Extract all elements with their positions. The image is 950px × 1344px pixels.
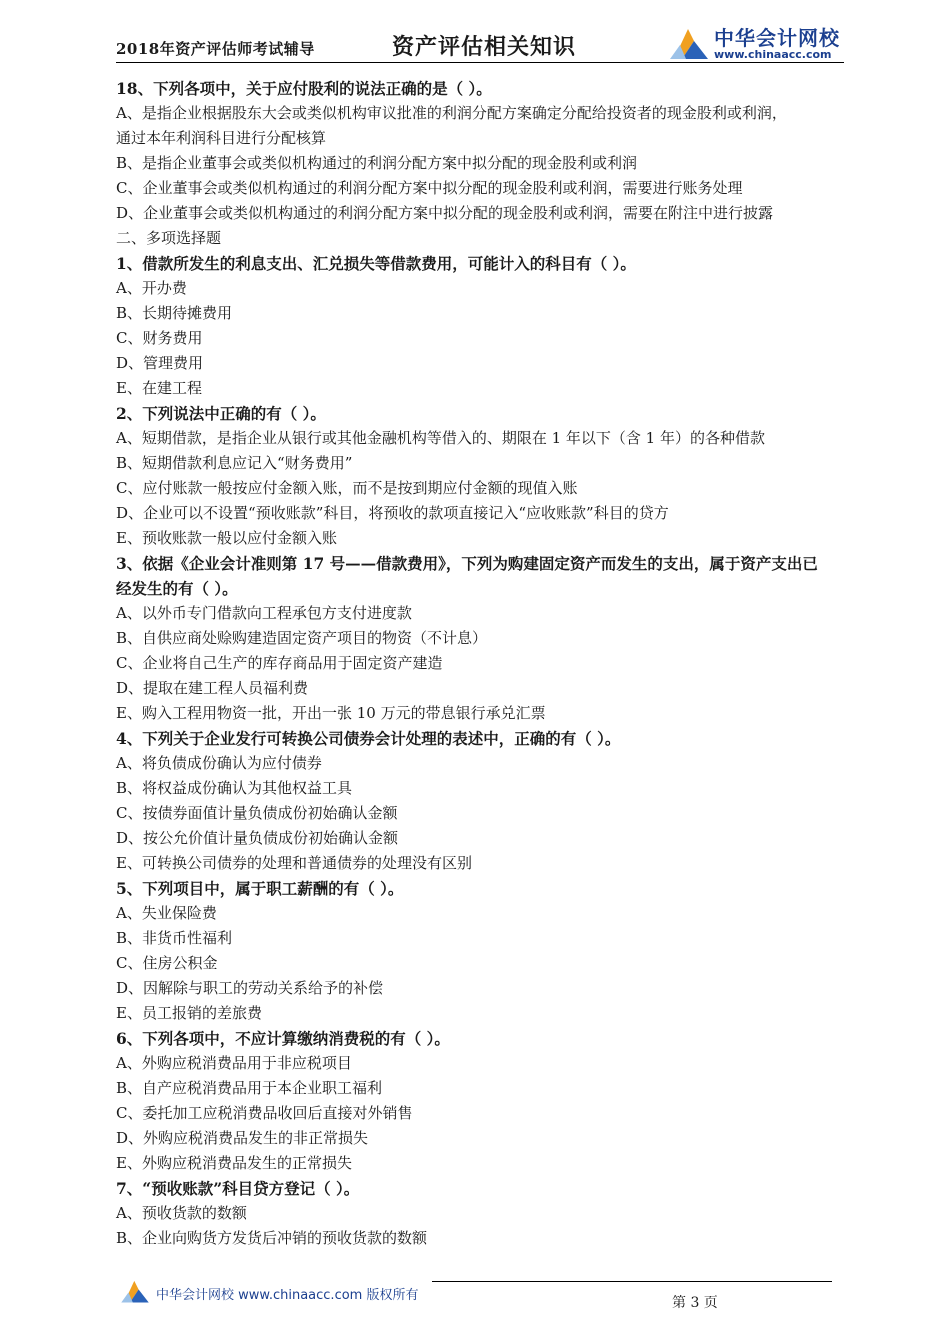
text-line: A、外购应税消费品用于非应税项目 xyxy=(116,1054,352,1072)
page-header xyxy=(116,22,844,62)
question-content xyxy=(116,76,851,1251)
footer-logo-icon xyxy=(118,1278,152,1304)
text-line: D、管理费用 xyxy=(116,354,204,372)
header-title: 资产评估相关知识 xyxy=(392,34,577,60)
footer-copyright: 中华会计网校 www.chinaacc.com 版权所有 xyxy=(156,1288,419,1303)
text-line: E、预收账款一般以应付金额入账 xyxy=(116,529,337,547)
text-line: B、自产应税消费品用于本企业职工福利 xyxy=(116,1079,383,1097)
text-line: E、外购应税消费品发生的正常损失 xyxy=(116,1154,352,1172)
question-line: 6、下列各项中，不应计算缴纳消费税的有（ ）。 xyxy=(116,1029,450,1048)
text-line: B、自供应商处赊购建造固定资产项目的物资（不计息） xyxy=(116,629,488,647)
text-line: D、因解除与职工的劳动关系给予的补偿 xyxy=(116,979,384,997)
text-line: A、短期借款，是指企业从银行或其他金融机构等借入的、期限在 1 年以下（含 1 年）的各种借款 xyxy=(116,429,765,447)
text-line: E、可转换公司债券的处理和普通债券的处理没有区别 xyxy=(116,854,472,872)
text-line: E、员工报销的差旅费 xyxy=(116,1004,262,1022)
logo-name: 中华会计网校 xyxy=(714,26,840,50)
text-line: 通过本年利润科目进行分配核算 xyxy=(116,129,327,147)
logo-icon xyxy=(668,25,710,61)
text-line: A、将负债成份确认为应付债券 xyxy=(116,754,322,772)
text-line: B、短期借款利息应记入“财务费用” xyxy=(116,454,353,472)
text-line: D、按公允价值计量负债成份初始确认金额 xyxy=(116,829,399,847)
question-line: 2、下列说法中正确的有（ ）。 xyxy=(116,404,326,423)
header-course-label: 2018年资产评估师考试辅导 xyxy=(116,40,315,58)
text-line: C、企业董事会或类似机构通过的利润分配方案中拟分配的现金股利或利润，需要进行账务处理 xyxy=(116,179,743,197)
question-line: 经发生的有（ ）。 xyxy=(116,579,238,598)
question-line: 3、依据《企业会计准则第 17 号——借款费用》，下列为购建固定资产而发生的支出，属于资产支出已 xyxy=(116,554,818,573)
text-line: C、应付账款一般按应付金额入账，而不是按到期应付金额的现值入账 xyxy=(116,479,578,497)
text-line: B、长期待摊费用 xyxy=(116,304,233,322)
text-line: D、外购应税消费品发生的非正常损失 xyxy=(116,1129,369,1147)
question-line: 1、借款所发生的利息支出、汇兑损失等借款费用，可能计入的科目有（ ）。 xyxy=(116,254,636,273)
text-line: D、企业董事会或类似机构通过的利润分配方案中拟分配的现金股利或利润，需要在附注中进行披露 xyxy=(116,204,774,222)
text-line: A、失业保险费 xyxy=(116,904,217,922)
logo xyxy=(668,22,844,64)
text-line: C、住房公积金 xyxy=(116,954,218,972)
text-line: B、企业向购货方发货后冲销的预收货款的数额 xyxy=(116,1229,428,1247)
text-line: A、以外币专门借款向工程承包方支付进度款 xyxy=(116,604,412,622)
question-line: 5、下列项目中，属于职工薪酬的有（ ）。 xyxy=(116,879,404,898)
page-number: 第 3 页 xyxy=(672,1295,718,1311)
question-line: 7、“预收账款”科目贷方登记（ ）。 xyxy=(116,1179,360,1198)
text-line: A、预收货款的数额 xyxy=(116,1204,247,1222)
question-line: 4、下列关于企业发行可转换公司债券会计处理的表述中，正确的有（ ）。 xyxy=(116,729,621,748)
text-line: C、委托加工应税消费品收回后直接对外销售 xyxy=(116,1104,413,1122)
text-line: E、购入工程用物资一批，开出一张 10 万元的带息银行承兑汇票 xyxy=(116,704,546,722)
text-line: D、提取在建工程人员福利费 xyxy=(116,679,309,697)
text-line: B、非货币性福利 xyxy=(116,929,233,947)
header-divider xyxy=(116,62,844,63)
question-line: 18、下列各项中，关于应付股利的说法正确的是（ ）。 xyxy=(116,79,492,98)
text-line: 二、多项选择题 xyxy=(116,229,222,247)
text-line: A、是指企业根据股东大会或类似机构审议批准的利润分配方案确定分配给投资者的现金股利或利润， xyxy=(116,104,787,122)
text-line: C、按债券面值计量负债成份初始确认金额 xyxy=(116,804,398,822)
text-line: B、是指企业董事会或类似机构通过的利润分配方案中拟分配的现金股利或利润 xyxy=(116,154,638,172)
footer-divider xyxy=(432,1281,832,1282)
text-line: A、开办费 xyxy=(116,279,187,297)
logo-url: www.chinaacc.com xyxy=(714,48,832,61)
text-line: C、财务费用 xyxy=(116,329,203,347)
text-line: E、在建工程 xyxy=(116,379,202,397)
text-line: D、企业可以不设置“预收账款”科目，将预收的款项直接记入“应收账款”科目的贷方 xyxy=(116,504,669,522)
text-line: B、将权益成份确认为其他权益工具 xyxy=(116,779,353,797)
text-line: C、企业将自己生产的库存商品用于固定资产建造 xyxy=(116,654,443,672)
